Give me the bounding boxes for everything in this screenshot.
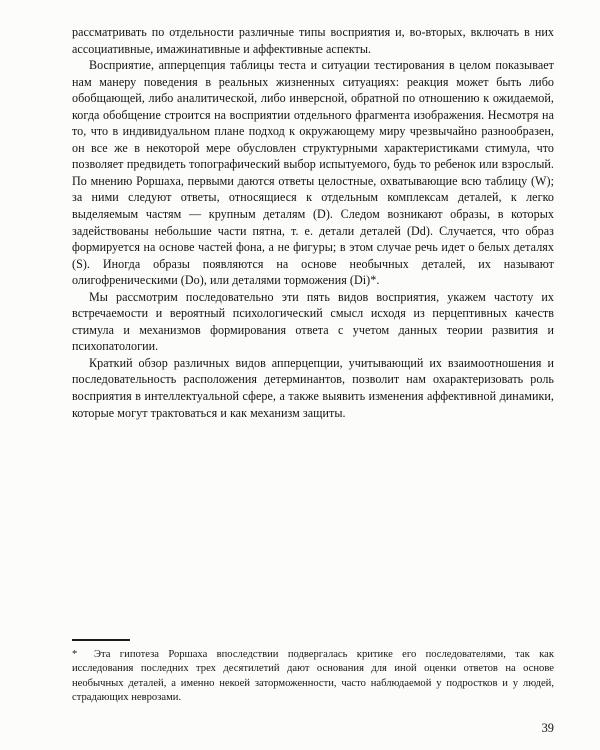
footnote-marker: * (72, 648, 78, 660)
footnote-zone (72, 639, 554, 706)
page-number: 39 (541, 721, 554, 735)
paragraph-2: Восприятие, апперцепция таблицы теста и ситуации тестирования в целом показывает нам манеру поведения в реальных жизненных ситуациях: реакция может быть либо обобщающей, либо аналитической, либо инверсной, обратной по отношению к ожидаемой, когда обобщение строится на восприятии отдельного фрагмента изображения. Несмотря на то, что в индивидуальном плане подход к окружающему миру чрезвычайно разнообразен, он все же в некоторой мере обусловлен структурными характеристиками стимула, что позволяет предвидеть топографический выбор испытуемого, будь то ребенок или взрослый. По мнению Роршаха, первыми даются ответы целостные, охватывающие всю таблицу (W); за ними следуют ответы, относящиеся к отдельным комплексам деталей, к легко выделяемым частям — крупным деталям (D). Следом возникают образы, в которых задействованы небольшие части пятна, т. е. детали деталей (Dd). Случается, что образ формируется на основе частей фона, а не фигуры; в этом случае речь идет о белых деталях (S). Иногда образы появляются на основе необычных деталей, их называют олигофреническими (Do), или деталями торможения (Di)*. (72, 58, 554, 288)
footnote-separator-rule (72, 639, 130, 641)
paragraph-3: Мы рассмотрим последовательно эти пять видов восприятия, укажем частоту их встречаемости и вероятный психологический смысл исходя из перцептивных качеств стимула и механизмов формирования ответа с учетом данных теории развития и психопатологии. (72, 289, 554, 354)
body-text-column (72, 24, 554, 421)
paragraph-1: рассматривать по отдельности различные типы восприятия и, во-вторых, включать в них ассоциативные, имажинативные и аффективные аспекты. (72, 25, 554, 56)
footnote (72, 648, 554, 706)
footnote-text: Эта гипотеза Роршаха впоследствии подвергалась критике его последователями, так как исследования последних трех десятилетий дают основания для иной оценки ответов на основе необычных деталей, а именно некоей заторможенности, часто наблюдаемой у подростков и у людей, страдающих неврозами. (72, 648, 554, 704)
paragraph-4: Краткий обзор различных видов апперцепции, учитывающий их взаимоотношения и последовательность расположения детерминантов, позволит нам охарактеризовать роль восприятия в интеллектуальной сфере, а также выявить изменения аффективной динамики, которые могут трактоваться и как механизм защиты. (72, 355, 554, 420)
